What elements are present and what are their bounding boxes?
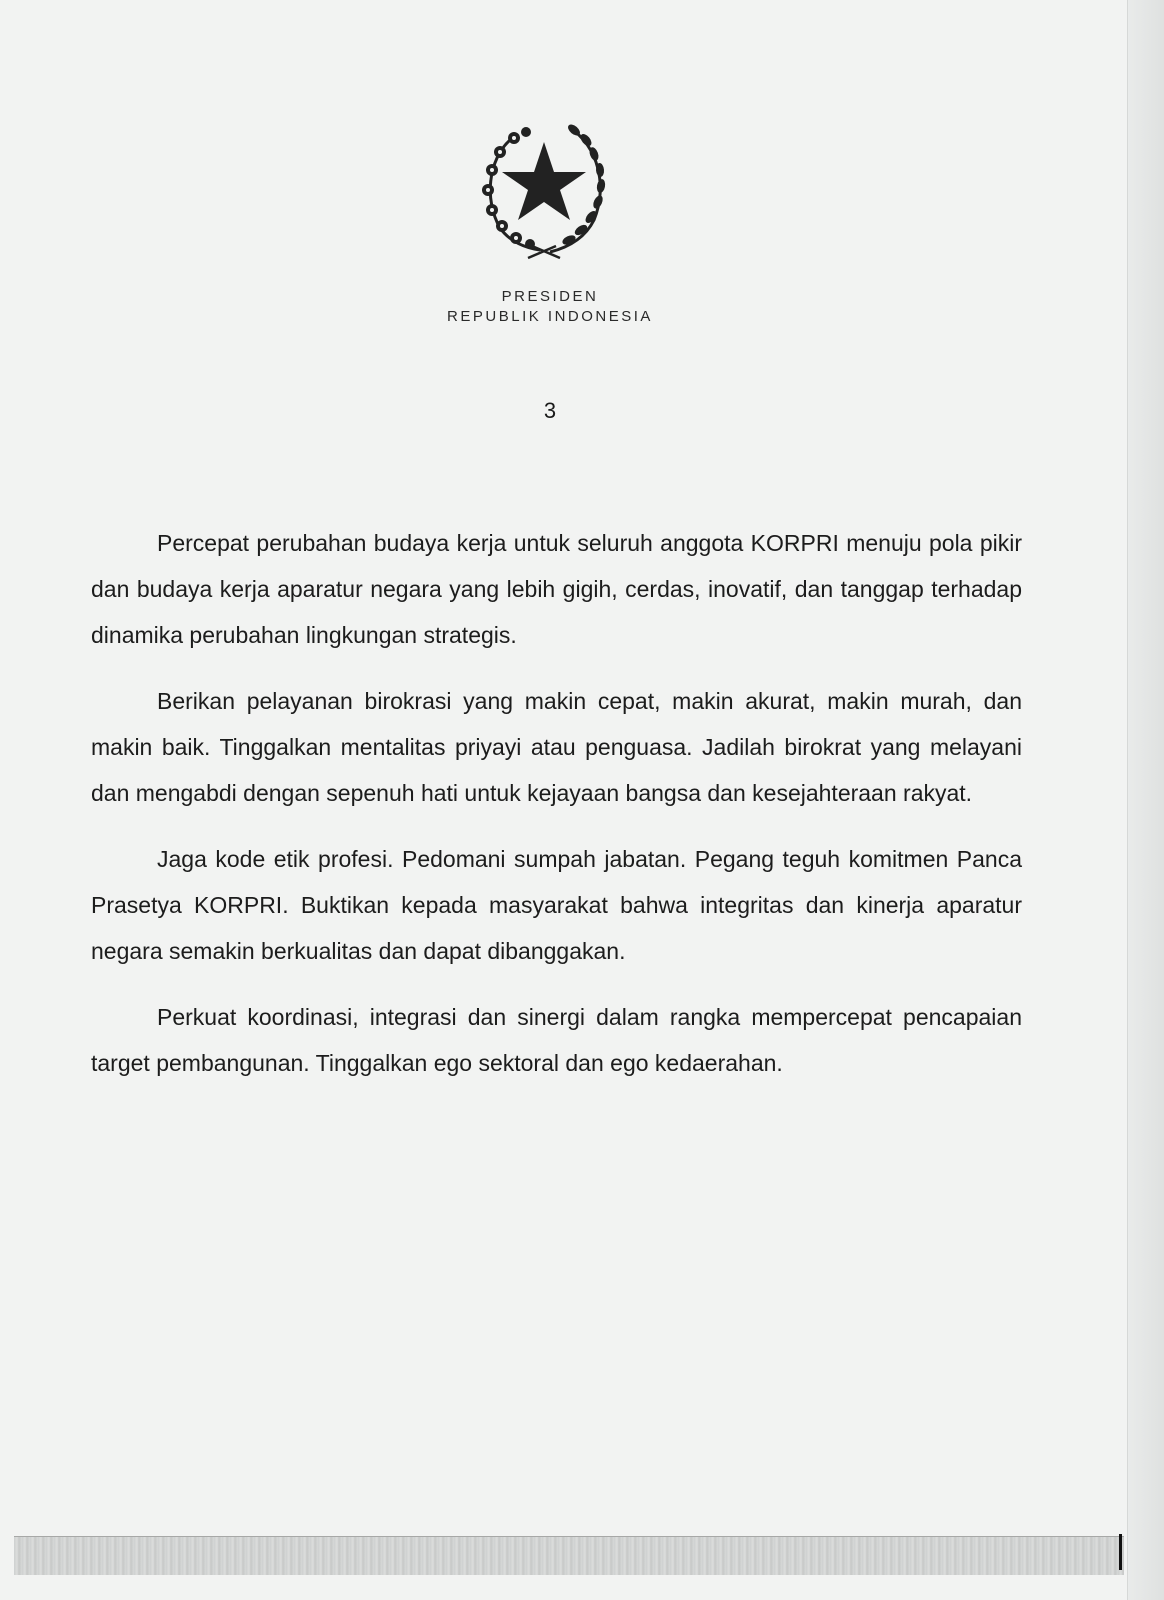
paragraph-4: Perkuat koordinasi, integrasi dan sinergi dalam rangka mempercepat pencapaian target pembangunan. Tinggalkan ego sektoral dan ego kedaerahan. [91,1004,1022,1076]
page-number: 3 [543,398,557,423]
header-subtitle: REPUBLIK INDONESIA [447,308,653,325]
paragraph-2: Berikan pelayanan birokrasi yang makin cepat, makin akurat, makin murah, dan makin baik. Tinggalkan mentalitas priyayi atau penguasa. Jadilah birokrat yang melayani dan mengabdi dengan sepenuh hati untuk kejayaan bangsa dan kesejahteraan rakyat. [91,688,1022,806]
scan-edge-mark [1119,1534,1122,1570]
paragraph-1: Percepat perubahan budaya kerja untuk seluruh anggota KORPRI menuju pola pikir dan budaya kerja aparatur negara yang lebih gigih, cerdas, inovatif, dan tanggap terhadap dinamika perubahan lingkungan strategis. [91,530,1022,648]
presidential-seal-icon [470,120,618,260]
scan-edge-strip [14,1536,1124,1575]
page-edge-shadow [1127,0,1164,1600]
paragraph-3: Jaga kode etik profesi. Pedomani sumpah jabatan. Pegang teguh komitmen Panca Prasetya KORPRI. Buktikan kepada masyarakat bahwa integritas dan kinerja aparatur negara semakin berkualitas dan dapat dibanggakan. [91,846,1022,964]
header-title: PRESIDEN [501,288,599,305]
star-icon [502,142,586,220]
document-body [91,520,1022,1106]
